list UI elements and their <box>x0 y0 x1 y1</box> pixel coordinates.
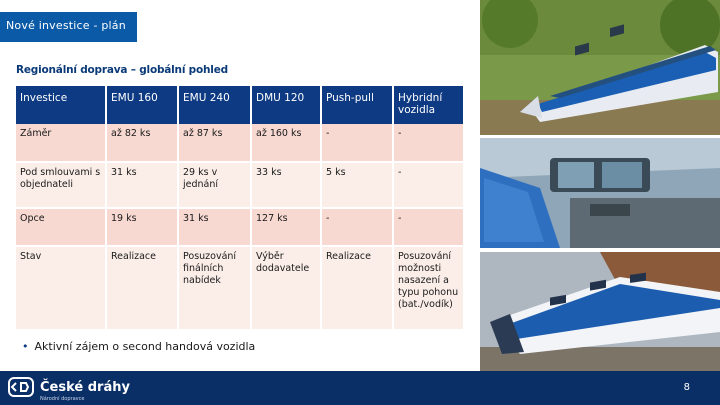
table-cell: Realizace <box>106 246 178 330</box>
table-cell: - <box>321 208 393 246</box>
table-cell: - <box>393 124 464 162</box>
slide-title: Nové investice - plán <box>0 12 137 42</box>
table-cell: Výběr dodavatele <box>251 246 321 330</box>
brand-tagline: Národní dopravce <box>40 396 85 402</box>
table-row <box>16 246 464 330</box>
ceske-drahy-logo-icon <box>8 377 34 397</box>
column-header: Push-pull <box>321 86 393 124</box>
table-cell: 19 ks <box>106 208 178 246</box>
table-cell: 127 ks <box>251 208 321 246</box>
column-header: Investice <box>16 86 106 124</box>
table-cell: Posuzování finálních nabídek <box>178 246 251 330</box>
table-cell: 29 ks v jednání <box>178 162 251 208</box>
table-cell: 31 ks <box>106 162 178 208</box>
table-cell: Opce <box>16 208 106 246</box>
table-cell: až 87 ks <box>178 124 251 162</box>
column-header: Hybridní vozidla <box>393 86 464 124</box>
table-cell: - <box>321 124 393 162</box>
table-cell: až 160 ks <box>251 124 321 162</box>
table-cell: Pod smlouvami s objednateli <box>16 162 106 208</box>
table-header-row <box>16 86 464 124</box>
column-header: EMU 160 <box>106 86 178 124</box>
bullet-icon: • <box>22 340 29 353</box>
table-cell: - <box>393 208 464 246</box>
train-photo-exterior <box>480 0 720 135</box>
table-cell: Realizace <box>321 246 393 330</box>
train-photo-cab <box>480 138 720 248</box>
table-row <box>16 162 464 208</box>
page-number: 8 <box>683 382 690 393</box>
table-cell: - <box>393 162 464 208</box>
table-row <box>16 208 464 246</box>
table-cell: 5 ks <box>321 162 393 208</box>
table-cell: 31 ks <box>178 208 251 246</box>
slide-subtitle: Regionální doprava – globální pohled <box>16 64 228 76</box>
table-cell: Záměr <box>16 124 106 162</box>
bullet-item <box>22 340 255 353</box>
footer-bar <box>0 371 720 405</box>
bullet-text: Aktivní zájem o second handová vozidla <box>34 340 256 353</box>
brand-name: České dráhy <box>40 380 130 395</box>
investment-table <box>16 86 465 331</box>
table-cell: až 82 ks <box>106 124 178 162</box>
table-row <box>16 124 464 162</box>
train-photo-station <box>480 252 720 372</box>
column-header: EMU 240 <box>178 86 251 124</box>
table-cell: 33 ks <box>251 162 321 208</box>
column-header: DMU 120 <box>251 86 321 124</box>
table-cell: Posuzování možnosti nasazení a typu pohonu (bat./vodík) <box>393 246 464 330</box>
table-cell: Stav <box>16 246 106 330</box>
